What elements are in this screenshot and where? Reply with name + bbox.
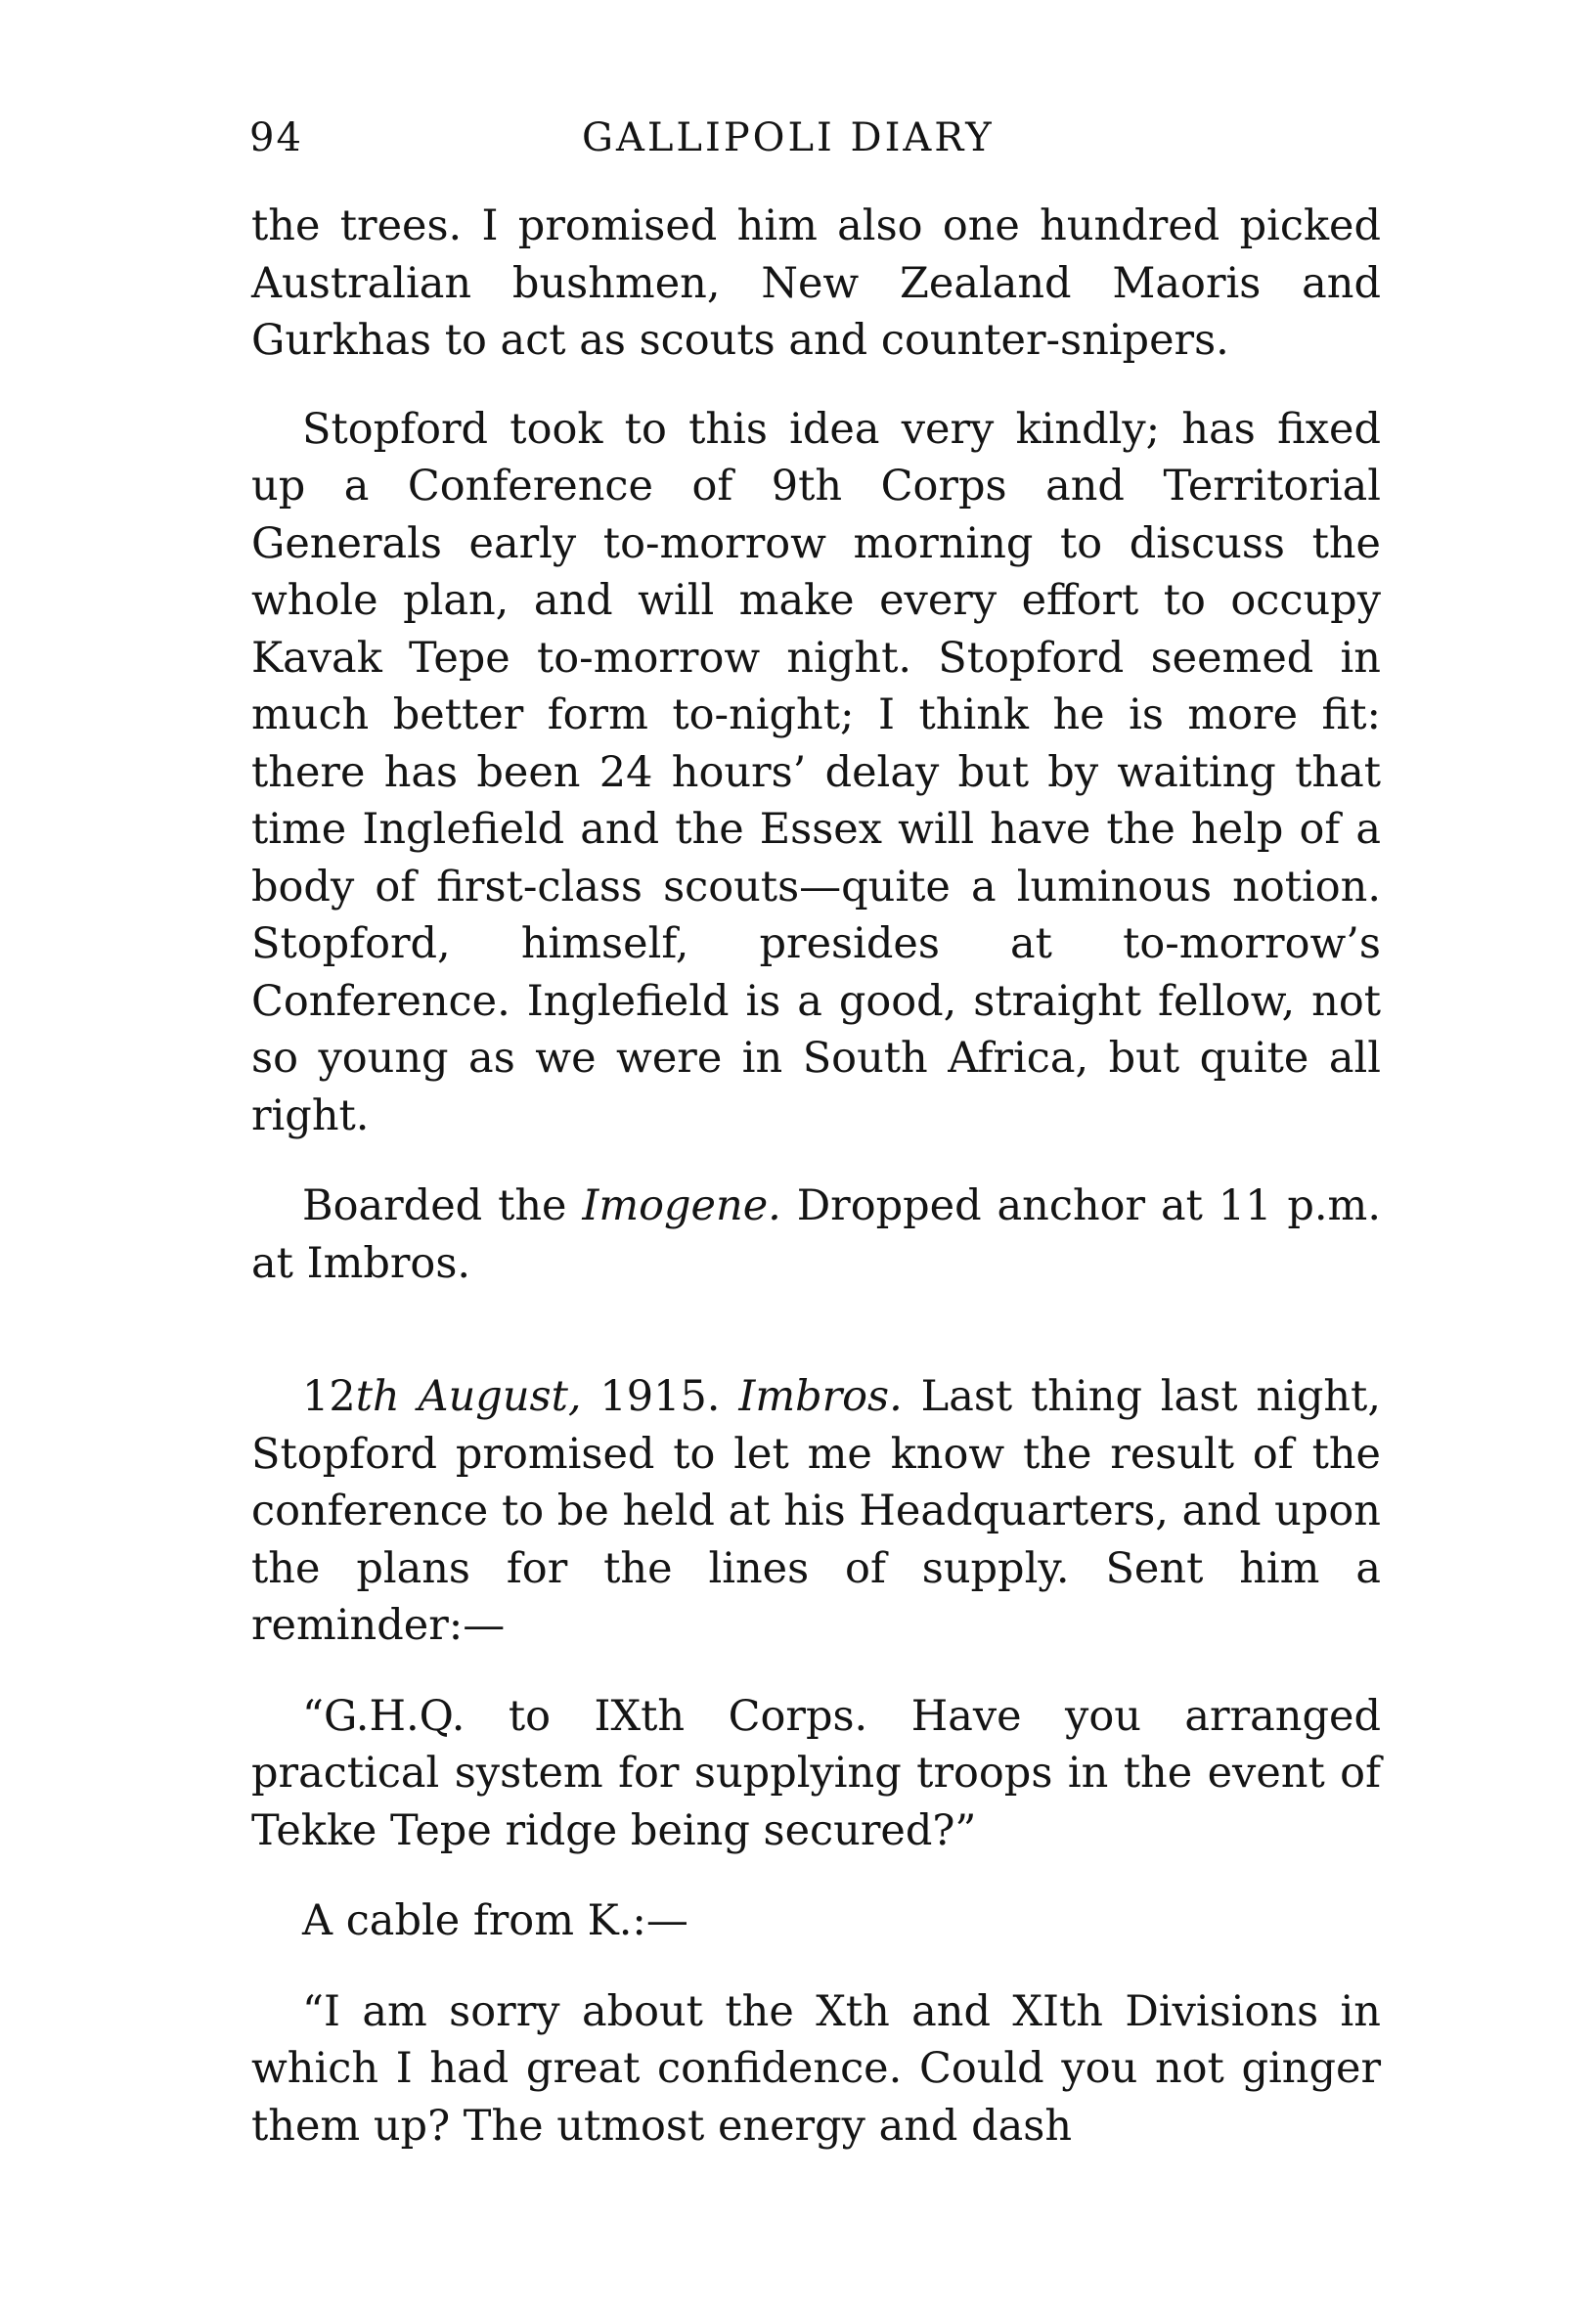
date-year: 1915. xyxy=(581,1372,739,1421)
quoted-telegram: “G.H.Q. to IXth Corps. Have you arranged practical system for supplying troops in the event of Tekke Tepe ridge being secured?” xyxy=(251,1691,1381,1855)
quoted-cable: “I am sorry about the Xth and XIth Divisions in which I had great confidence. Could you not ginger them up? The utmost energy and dash xyxy=(251,1986,1381,2151)
text-segment: Last thing last night, Stopford promised to let me know the result of the conference to be held at his Headquarters, and upon the plans for the lines of supply. Sent him a reminder:— xyxy=(251,1372,1382,1650)
text-segment: Dropped anchor at 11 p.m. at Imbros. xyxy=(251,1181,1382,1288)
ship-name: Imogene. xyxy=(582,1181,781,1230)
paragraph-boarded-imogene xyxy=(251,1178,1381,1292)
date-suffix: th xyxy=(355,1372,400,1421)
date-day: 12 xyxy=(302,1372,356,1421)
date-month: August, xyxy=(418,1372,582,1421)
body-text xyxy=(251,198,1381,2155)
page-number: 94 xyxy=(249,115,303,160)
diary-entry-12-august xyxy=(251,1368,1381,1655)
entry-place: Imbros. xyxy=(738,1372,903,1421)
running-head xyxy=(249,115,1384,174)
running-title: GALLIPOLI DIARY xyxy=(582,115,995,160)
paragraph-stopford-conference: Stopford took to this idea very kindly; has fixed up a Conference of 9th Corps and Territorial Generals early to-morrow morning to discuss the whole plan, and will make every effort to occupy Kavak Tepe to-morrow night. Stopford seemed in much better form to-night; I think he is more fit: there has been 24 hours’ delay but by waiting that time Inglefield and the Essex will have the help of a body of first-class scouts—quite a luminous notion. Stopford, himself, presides at to-morrow’s Conference. Inglefield is a good, straight fellow, not so young as we were in South Africa, but quite all right. xyxy=(251,404,1381,1140)
paragraph-cable-from-k: A cable from K.:— xyxy=(302,1896,688,1945)
text-segment: Boarded the xyxy=(302,1181,583,1230)
paragraph-continuation: the trees. I promised him also one hundred picked Australian bushmen, New Zealand Maoris and Gurkhas to act as scouts and counter-snipers. xyxy=(251,201,1381,365)
